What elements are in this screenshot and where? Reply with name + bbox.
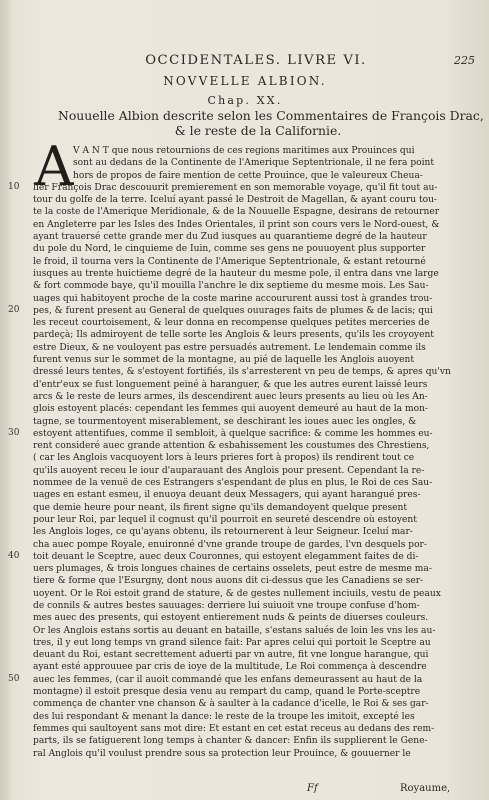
text-line: femmes qui saultoyent sans mot dire: Et estant en cet estat receus au dedans des rem-: [33, 723, 435, 734]
text-line: deuant du Roi, estant secrettement aduerti par vn autre, fit vne longue harangue, qui: [33, 650, 429, 661]
catchword: Royaume,: [400, 783, 451, 794]
text-line: cha auec pompe Royale, enuironné d'vne grande troupe de gardes, l'vn desquels por-: [33, 539, 427, 550]
text-line: uers plumages, & trois longues chaines de certains osselets, peut estre de mesme ma-: [33, 564, 432, 575]
text-line: mes auec des presents, qui estoyent entierement nuds & peints de diuerses couleurs.: [33, 613, 429, 624]
body-text: [33, 145, 464, 760]
text-line: glois estoyent placés: cependant les femmes qui auoyent demeuré au haut de la mon-: [33, 404, 429, 415]
text-line: iusques au trente huictieme degré de la hauteur du mesme pole, il entra dans vne large: [33, 268, 439, 279]
text-line: nommee de la venuë de ces Estrangers s'espendant de plus en plus, le Roi de ces Sau-: [33, 478, 433, 489]
text-line: Or les Anglois estans sortis au deuant en bataille, s'estans salués de loin les vns les au-: [33, 625, 436, 636]
text-line: les receut courtoisement, & leur donna en recompense quelques petites merceries de: [33, 318, 430, 329]
text-line: le froid, il tourna vers la Continente de l'Amerique Septentrionale, & estant retourné: [33, 256, 426, 267]
text-line: furent venus sur le sommet de la montagne, au pié de laquelle les Anglois auoyent: [33, 355, 415, 366]
text-line: ( car les Anglois vacquoyent lors à leurs prieres fort à propos) ils rendirent tout ce: [33, 453, 415, 464]
text-line: hors de propos de faire mention de cette Prouince, que le valeureux Cheua-: [73, 170, 423, 181]
text-line: te la coste de l'Amerique Meridionale, & de la Nouuelle Espagne, desirans de retourner: [33, 207, 440, 218]
text-line: ayant esté approuuee par cris de ioye de la multitude, Le Roi commença à descendre: [33, 662, 427, 673]
text-line: des lui respondant & menant la dance: le reste de la troupe les imitoit, excepté les: [33, 711, 415, 722]
text-line: du pole du Nord, le cinquieme de Iuin, comme ses gens ne pouuoyent plus supporter: [33, 244, 426, 255]
text-line: sont au dedans de la Continente de l'Amerique Septentrionale, il ne fera point: [73, 158, 435, 169]
margin-line-number: 10: [8, 181, 20, 192]
text-line: arcs & le reste de leurs armes, ils descendirent auec leurs presents au lieu où les An-: [33, 391, 428, 402]
chapter-label: Chap. XX.: [207, 94, 283, 107]
text-line: qu'ils auoyent receu le iour d'auparauant des Anglois pour present. Cependant la re-: [33, 465, 425, 476]
margin-line-number: 30: [8, 427, 20, 438]
text-line: ral Anglois qu'il voulust prendre sous sa protection leur Prouince, & gouuerner le: [33, 748, 411, 759]
text-line: de connils & autres bestes sauuages: derriere lui suiuoit vne troupe confuse d'hom-: [33, 600, 420, 611]
text-line: toit deuant le Sceptre, auec deux Couronnes, qui estoyent elegamment faites de di-: [33, 551, 419, 562]
text-line: montagne) il estoit presque desia venu au rempart du camp, quand le Porte-sceptre: [33, 687, 421, 698]
text-line: commença de chanter vne chanson & à saulter à la cadance d'icelle, le Roi & ses gar-: [33, 699, 429, 710]
text-line: pour leur Roi, par lequel il cognust qu'il pourroit en seureté descendre où estoyent: [33, 514, 417, 525]
text-line: uages en estant esmeu, il enuoya deuant deux Messagers, qui ayant harangué pres-: [33, 490, 421, 501]
text-line: les Anglois loges, ce qu'ayans obtenu, ils retournerent à leur Seigneur. Iceluí mar-: [33, 527, 413, 538]
margin-line-number: 20: [8, 304, 20, 315]
text-line: uoyent. Or le Roi estoit grand de stature, & de gestes nullement inciuils, vestu de peaux: [33, 588, 441, 599]
chapter-heading-line-1: Nouuelle Albion descrite selon les Commentaires de François Drac,: [58, 108, 484, 123]
text-line: estre Dieux, & ne vouloyent pas estre persuadés autrement. Le lendemain comme ils: [33, 342, 426, 353]
text-line: estoyent attentifues, comme il sembloit, à quelque sacrifice: & comme les hommes eu-: [33, 428, 433, 439]
book-title: NOVVELLE ALBION.: [163, 74, 327, 88]
text-line: que demie heure pour neant, ils firent signe qu'ils demandoyent quelque present: [33, 502, 408, 513]
text-line: tagne, se tourmentoyent miserablement, se deschirant les ioues auec les ongles, &: [33, 416, 417, 427]
text-line: ayant trauersé cette grande mer du Zud iusques au quarantieme degré de la hauteur: [33, 232, 427, 243]
text-line: dressé leurs tentes, & s'estoyent fortifiés, ils s'arresterent vn peu de temps, & apres qu'vn: [33, 367, 451, 378]
text-line: uages qui habitoyent proche de la coste marine accoururent aussi tost à grandes trou-: [33, 293, 433, 304]
text-line: tour du golfe de la terre. Iceluí ayant passé le Destroit de Magellan, & ayant couru tou-: [33, 195, 438, 206]
text-line: pes, & furent present au General de quelques ouurages faits de plumes & de lacis; qui: [33, 305, 433, 316]
folio-number: 225: [454, 54, 475, 67]
text-line: lier François Drac descouurit premierement en son memorable voyage, qu'il fit tout au-: [33, 182, 438, 193]
margin-line-number: 40: [8, 550, 20, 561]
text-line: rent consideré auec grande attention & esbahissement les coustumes des Chrestiens,: [33, 441, 430, 452]
text-line: tres, il y eut long temps vn grand silence fait: Par apres celui qui portoit le Sceptre au: [33, 637, 431, 648]
text-line: en Angleterre par les Isles des Indes Orientales, il print son cours vers le Nord-ouest, &: [33, 219, 440, 230]
margin-line-number: 50: [8, 673, 20, 684]
chapter-heading: [58, 108, 484, 138]
text-line: auec les femmes, (car il auoit commandé que les enfans demeurassent au haut de la: [33, 674, 423, 685]
running-head: OCCIDENTALES. LIVRE VI.: [145, 53, 367, 68]
text-line: tiere & forme que l'Esurgny, dont nous auons dit ci-dessus que les Canadiens se ser-: [33, 576, 424, 587]
text-line: d'entr'eux se fust longuement peiné à haranguer, & que les autres eurent laissé leurs: [33, 379, 428, 390]
text-line: & fort commode baye, qu'il mouilla l'anchre le dix septieme du mesme mois. Les Sau-: [33, 281, 429, 292]
signature-mark: Ff: [307, 783, 318, 794]
chapter-heading-line-2: & le reste de la Californie.: [174, 123, 342, 138]
text-line: parts, ils se fatiguerent long temps à chanter & dancer: Enfin ils supplierent le Gene-: [33, 736, 428, 747]
text-line: V A N T que nous retournions de ces regions maritimes aux Prouinces qui: [73, 146, 415, 156]
text-line: pardeçà; Ils admiroyent de telle sorte les Anglois & leurs presents, qu'ils les croyoyent: [33, 330, 434, 341]
drop-cap: A: [34, 135, 74, 198]
